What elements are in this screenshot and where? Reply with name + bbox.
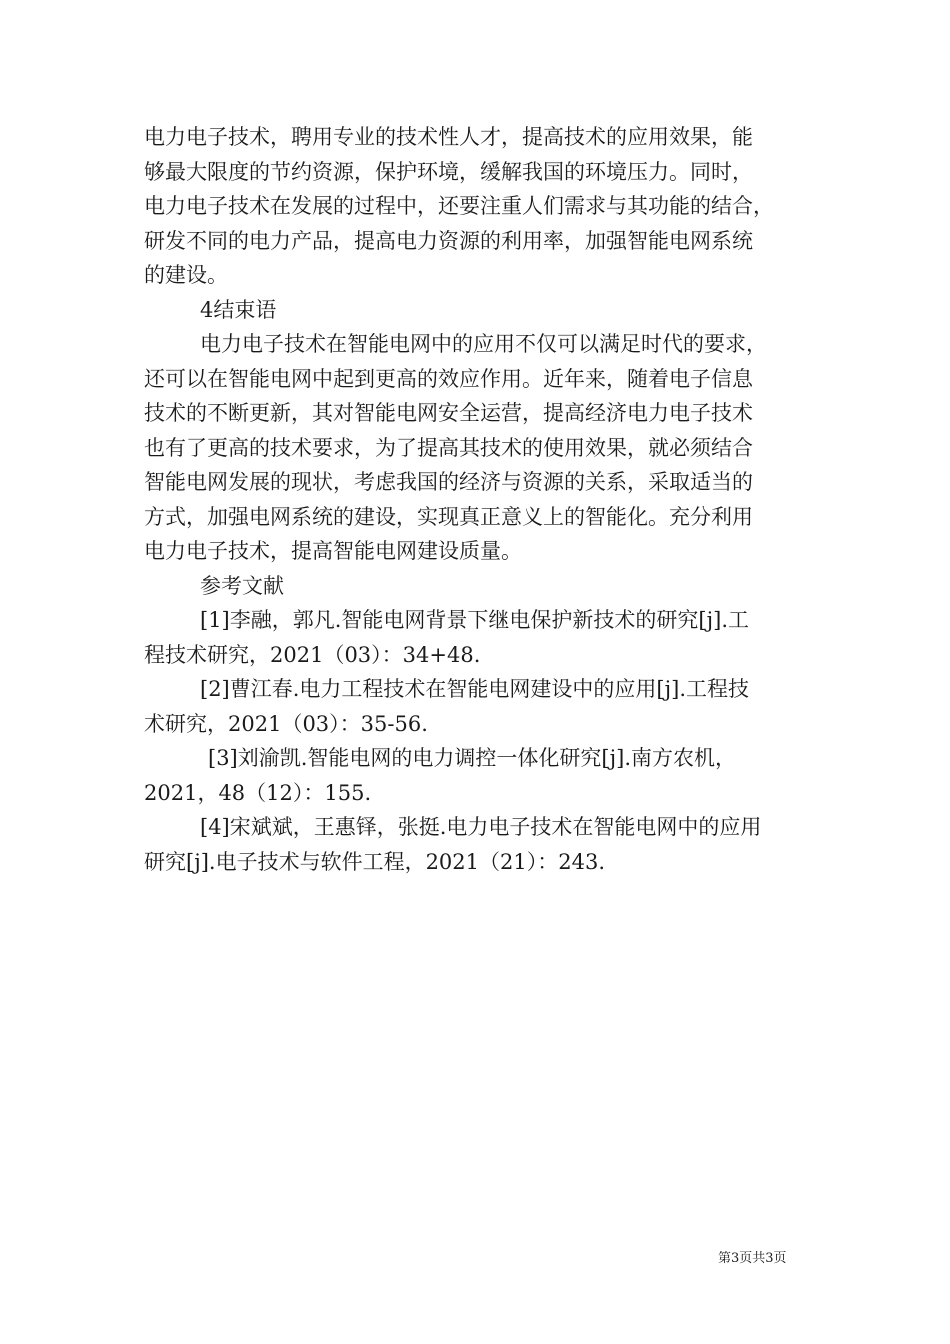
reference-line: 程技术研究，2021（03）：34+48. [144, 642, 481, 667]
text-line: 电力电子技术在智能电网中的应用不仅可以满足时代的要求， [200, 332, 767, 356]
reference-item [144, 810, 812, 879]
reference-line: [4]宋斌斌，王惠铎，张挺.电力电子技术在智能电网中的应用 [200, 815, 762, 839]
text-line: 电力电子技术，聘用专业的技术性人才，提高技术的应用效果，能 [144, 125, 753, 149]
text-line: 方式，加强电网系统的建设，实现真正意义上的智能化。充分利用 [144, 504, 753, 529]
text-line: 研发不同的电力产品，提高电力资源的利用率，加强智能电网系统 [144, 228, 753, 253]
reference-line: [1]李融，郭凡.智能电网背景下继电保护新技术的研究[j].工 [200, 608, 749, 632]
reference-item [144, 603, 812, 672]
document-body [144, 120, 812, 879]
reference-item [144, 672, 812, 741]
reference-line: 研究[j].电子技术与软件工程，2021（21）：243. [144, 849, 605, 874]
text-line: 电力电子技术，提高智能电网建设质量。 [144, 539, 522, 563]
reference-line: [3]刘渝凯.智能电网的电力调控一体化研究[j].南方农机， [208, 746, 736, 770]
reference-line: 2021，48（12）：155. [144, 780, 372, 805]
text-line: 够最大限度的节约资源，保护环境，缓解我国的环境压力。同时， [144, 159, 753, 184]
section-heading-conclusion: 4结束语 [200, 297, 277, 322]
text-line: 技术的不断更新，其对智能电网安全运营，提高经济电力电子技术 [144, 401, 753, 425]
section-heading-references: 参考文献 [200, 573, 284, 598]
reference-line: 术研究，2021（03）：35-56. [144, 711, 428, 736]
reference-list [144, 603, 812, 879]
page-number-footer: 第3页共3页 [718, 1251, 787, 1266]
paragraph-conclusion [144, 327, 812, 569]
reference-line: [2]曹江春.电力工程技术在智能电网建设中的应用[j].工程技 [200, 677, 749, 701]
text-line: 还可以在智能电网中起到更高的效应作用。近年来，随着电子信息 [144, 366, 753, 391]
paragraph-continuation [144, 120, 812, 293]
text-line: 智能电网发展的现状，考虑我国的经济与资源的关系，采取适当的 [144, 470, 753, 494]
text-line: 电力电子技术在发展的过程中，还要注重人们需求与其功能的结合， [144, 194, 774, 218]
text-line: 也有了更高的技术要求，为了提高其技术的使用效果，就必须结合 [144, 435, 753, 460]
reference-item [144, 741, 812, 810]
text-line: 的建设。 [144, 263, 228, 287]
